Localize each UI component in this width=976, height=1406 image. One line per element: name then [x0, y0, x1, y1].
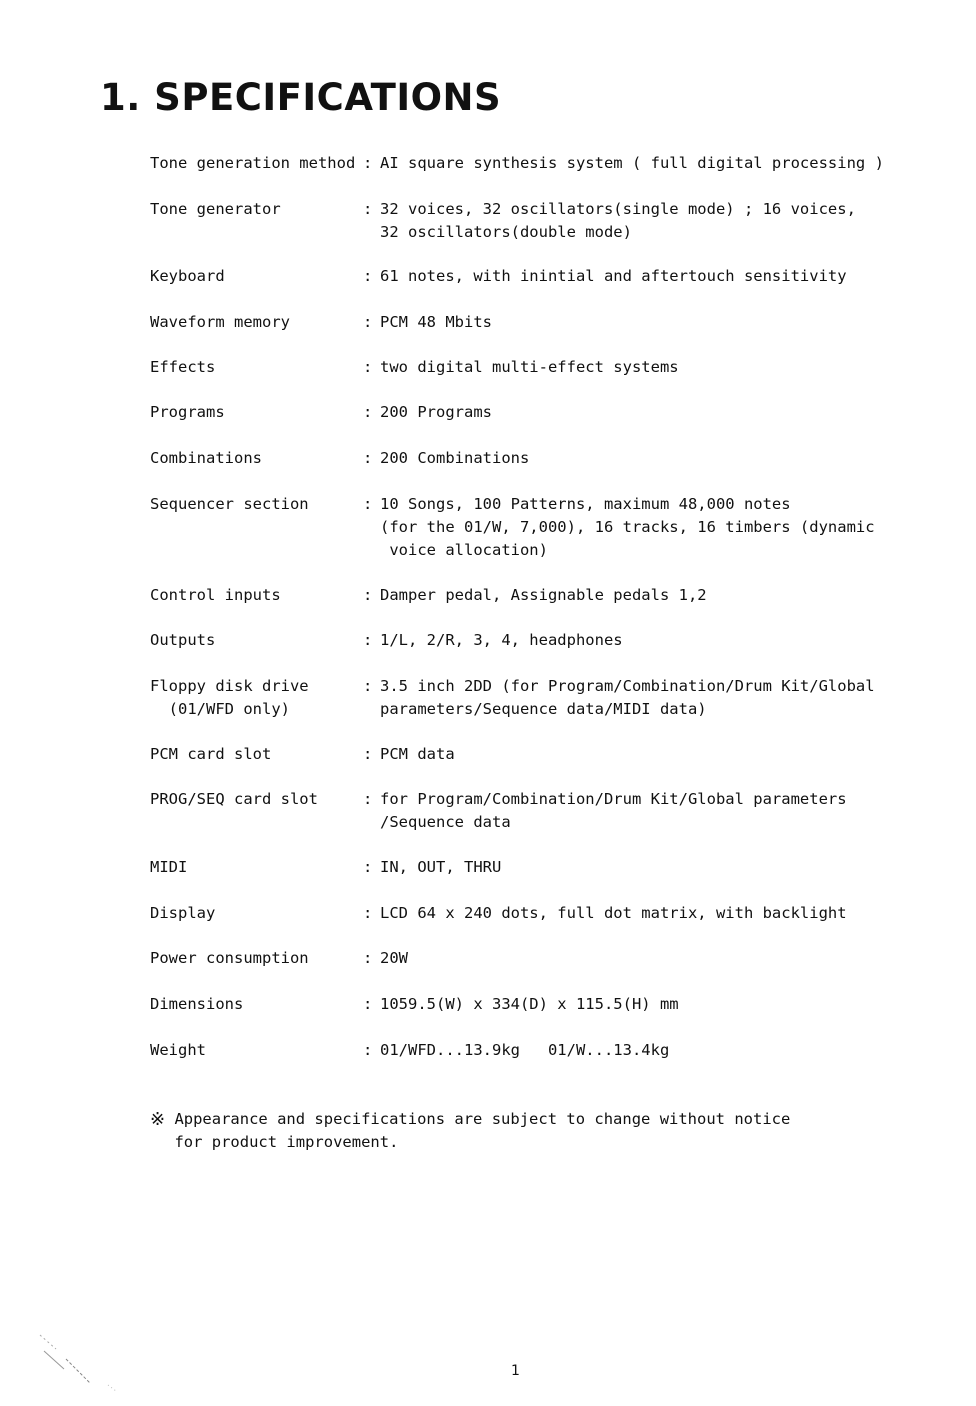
spec-value: 1/L, 2/R, 3, 4, headphones [380, 631, 623, 649]
spec-label: Dimensions [150, 995, 244, 1013]
spec-value: PCM data [380, 745, 455, 763]
spec-label: Outputs [150, 631, 216, 649]
spec-colon: : [363, 995, 373, 1013]
spec-value: IN, OUT, THRU [380, 858, 502, 876]
spec-label: Keyboard [150, 267, 225, 285]
spec-colon: : [363, 858, 373, 876]
spec-colon: : [363, 313, 373, 331]
spec-label: Weight [150, 1041, 206, 1059]
spec-colon: : [363, 495, 373, 513]
spec-label: Tone generation method [150, 154, 356, 172]
spec-colon: : [363, 790, 373, 808]
spec-label: Power consumption [150, 949, 309, 967]
spec-colon: : [363, 904, 373, 922]
spec-value: Damper pedal, Assignable pedals 1,2 [380, 586, 707, 604]
spec-label: Floppy disk drive (01/WFD only) [150, 677, 309, 718]
spec-label: Display [150, 904, 216, 922]
spec-value: PCM 48 Mbits [380, 313, 492, 331]
spec-value: AI square synthesis system ( full digital processing ) [380, 154, 884, 172]
spec-colon: : [363, 449, 373, 467]
spec-value: for Program/Combination/Drum Kit/Global parameters /Sequence data [380, 790, 847, 831]
spec-label: Tone generator [150, 200, 281, 218]
page-title: 1. SPECIFICATIONS [100, 76, 502, 119]
spec-colon: : [363, 200, 373, 218]
spec-colon: : [363, 949, 373, 967]
spec-colon: : [363, 1041, 373, 1059]
spec-colon: : [363, 677, 373, 695]
spec-label: Sequencer section [150, 495, 309, 513]
spec-value: 3.5 inch 2DD (for Program/Combination/Drum Kit/Global parameters/Sequence data/MIDI data) [380, 677, 875, 718]
spec-value: two digital multi-effect systems [380, 358, 679, 376]
spec-colon: : [363, 745, 373, 763]
reference-mark-icon: ※ [150, 1109, 166, 1130]
spec-label: Combinations [150, 449, 262, 467]
spec-value: 61 notes, with inintial and aftertouch sensitivity [380, 267, 847, 285]
page-number: 1 [511, 1363, 520, 1379]
spec-colon: : [363, 267, 373, 285]
spec-colon: : [363, 358, 373, 376]
spec-label: Control inputs [150, 586, 281, 604]
spec-label: PROG/SEQ card slot [150, 790, 318, 808]
disclaimer-text: Appearance and specifications are subject to change without notice for product improvement. [174, 1110, 791, 1151]
spec-colon: : [363, 586, 373, 604]
spec-label: Effects [150, 358, 216, 376]
spec-value: 01/WFD...13.9kg 01/W...13.4kg [380, 1041, 670, 1059]
spec-value: 1059.5(W) x 334(D) x 115.5(H) mm [380, 995, 679, 1013]
spec-label: MIDI [150, 858, 188, 876]
spec-value: 10 Songs, 100 Patterns, maximum 48,000 notes (for the 01/W, 7,000), 16 tracks, 16 timbers (dynamic voice allocation) [380, 495, 875, 559]
spec-value: 200 Programs [380, 403, 492, 421]
spec-value: LCD 64 x 240 dots, full dot matrix, with backlight [380, 904, 847, 922]
spec-value: 32 voices, 32 oscillators(single mode) ; 16 voices, 32 oscillators(double mode) [380, 200, 856, 241]
spec-label: Waveform memory [150, 313, 290, 331]
disclaimer-note [150, 1108, 790, 1154]
spec-value: 20W [380, 949, 408, 967]
spec-label: Programs [150, 403, 225, 421]
spec-colon: : [363, 631, 373, 649]
spec-value: 200 Combinations [380, 449, 530, 467]
spec-colon: : [363, 403, 373, 421]
spec-label: PCM card slot [150, 745, 272, 763]
spec-colon: : [363, 154, 373, 172]
